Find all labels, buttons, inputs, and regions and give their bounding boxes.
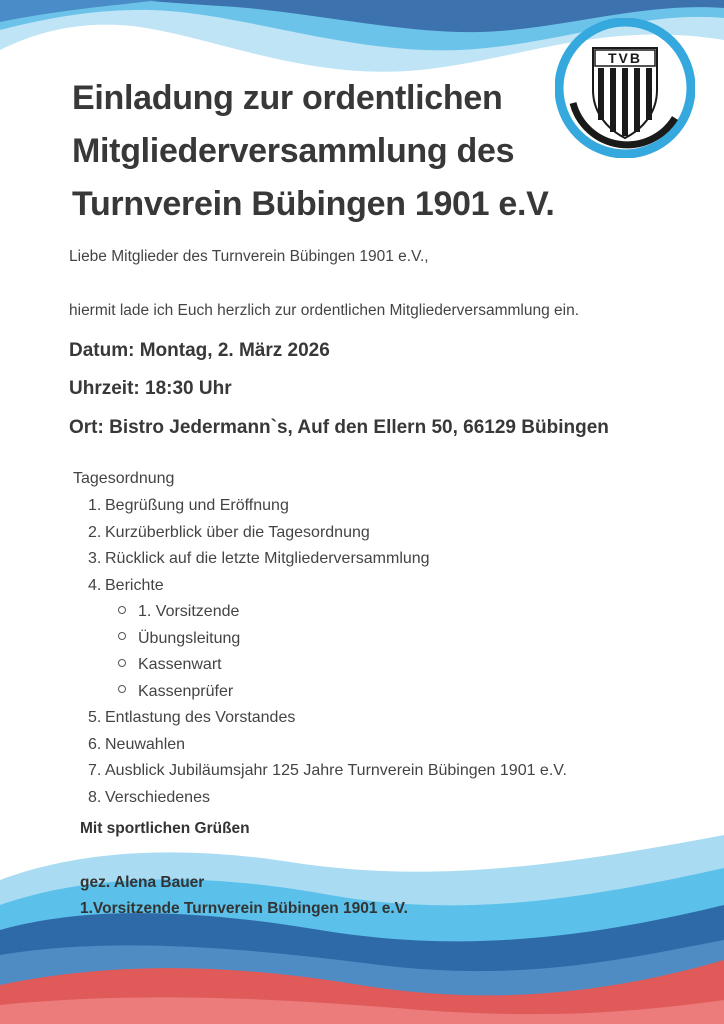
meeting-location: Ort: Bistro Jedermann`s, Auf den Ellern 50, 66129 Bübingen <box>69 417 609 438</box>
agenda-item <box>88 573 688 600</box>
agenda-item-number: 4. <box>88 576 102 594</box>
meeting-time: Uhrzeit: 18:30 Uhr <box>69 378 232 399</box>
title-line-1: Einladung zur ordentlichen <box>72 79 503 117</box>
agenda-item <box>88 520 688 547</box>
agenda-item <box>88 732 688 759</box>
meeting-date: Datum: Montag, 2. März 2026 <box>69 340 330 361</box>
signature-name: gez. Alena Bauer <box>80 874 205 891</box>
agenda-item <box>88 705 688 732</box>
agenda-item-text: Entlastung des Vorstandes <box>105 709 296 726</box>
agenda-subitem-text: Kassenwart <box>138 656 222 673</box>
agenda-item <box>88 493 688 520</box>
tvb-logo <box>555 18 695 158</box>
agenda-item-text: Rücklick auf die letzte Mitgliederversammlung <box>105 550 430 567</box>
agenda-list <box>88 493 688 811</box>
invitation-text: hiermit lade ich Euch herzlich zur ordentlichen Mitgliederversammlung ein. <box>69 302 580 319</box>
agenda-item-text: Kurzüberblick über die Tagesordnung <box>105 523 370 541</box>
logo-text: TVB <box>608 50 642 66</box>
page-title <box>72 72 555 231</box>
closing-greeting: Mit sportlichen Grüßen <box>80 820 250 837</box>
circle-bullet-icon <box>118 632 126 640</box>
agenda-item-text: Neuwahlen <box>105 735 186 753</box>
agenda-item-text: Verschiedenes <box>105 788 210 806</box>
circle-bullet-icon <box>118 659 126 667</box>
agenda-item-number: 7. <box>88 762 102 779</box>
title-line-3: Turnverein Bübingen 1901 e.V. <box>72 185 555 223</box>
agenda-heading: Tagesordnung <box>73 470 175 487</box>
circle-bullet-icon <box>118 685 126 693</box>
agenda-item-number: 5. <box>88 709 102 726</box>
circle-bullet-icon <box>118 606 126 614</box>
signature-role: 1.Vorsitzende Turnverein Bübingen 1901 e.V. <box>80 900 408 917</box>
agenda-item-number: 6. <box>88 735 102 753</box>
agenda-subitem <box>88 679 688 706</box>
agenda-item-text: Ausblick Jubiläumsjahr 125 Jahre Turnverein Bübingen 1901 e.V. <box>105 762 567 779</box>
agenda-item-number: 2. <box>88 523 102 541</box>
greeting-text: Liebe Mitglieder des Turnverein Bübingen 1901 e.V., <box>69 248 429 265</box>
agenda-item <box>88 758 688 785</box>
agenda-item-number: 1. <box>88 497 102 514</box>
title-line-2: Mitgliederversammlung des <box>72 132 515 170</box>
agenda-item-number: 3. <box>88 550 102 567</box>
agenda-item-number: 8. <box>88 788 102 806</box>
agenda-subitem <box>88 652 688 679</box>
agenda-subitem-text: 1. Vorsitzende <box>138 603 240 620</box>
agenda-item-text: Begrüßung und Eröffnung <box>105 497 289 514</box>
agenda-item-text: Berichte <box>105 576 164 594</box>
agenda-subitem <box>88 626 688 653</box>
agenda-item <box>88 785 688 812</box>
agenda-item <box>88 546 688 573</box>
agenda-subitem <box>88 599 688 626</box>
agenda-subitem-text: Übungsleitung <box>138 629 241 647</box>
agenda-subitem-text: Kassenprüfer <box>138 682 234 700</box>
